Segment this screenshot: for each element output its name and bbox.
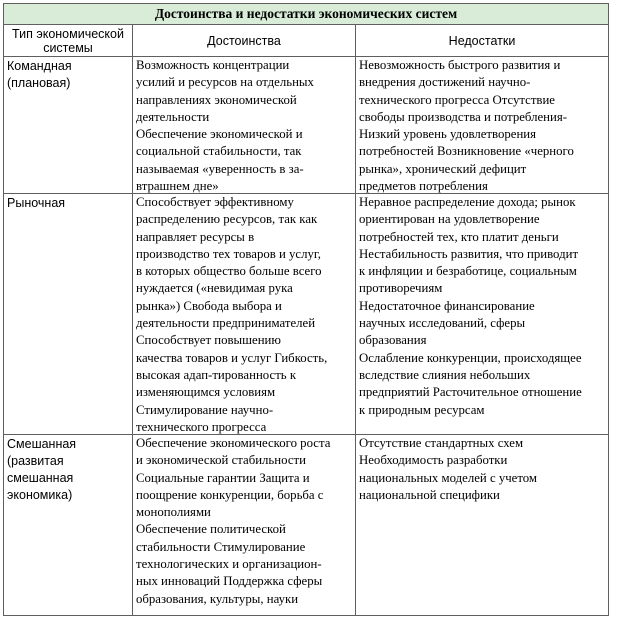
cell-line: технического прогресса Отсутствие [359, 92, 555, 107]
row-command-type [4, 58, 132, 92]
cell-line: монополиями [136, 505, 211, 520]
header-type [4, 25, 132, 57]
cell-line: Стимулирование научно- [136, 402, 274, 417]
row-command-advantages [134, 57, 355, 195]
cell-line: рынка», хронический дефицит [359, 161, 527, 176]
cell-line: внедрения достижений научно- [359, 75, 531, 90]
cell-line: к инфляции и безработице, социальным [359, 264, 577, 279]
cell-line: ных инноваций Поддержка сферы [136, 574, 323, 589]
row-mixed-type [4, 436, 132, 504]
row-command-disadvantages [357, 57, 609, 195]
cell-line: потребностей тех, кто платит деньги [359, 229, 559, 244]
cell-line: нуждается («невидимая рука [136, 281, 293, 296]
cell-line: Социальные гарантии Защита и [136, 470, 310, 485]
column-divider [132, 25, 133, 615]
cell-line: (плановая) [7, 76, 71, 90]
cell-line: Способствует повышению [136, 333, 281, 348]
cell-line: высокая адап-тированность к [136, 367, 297, 382]
header-type-line: системы [43, 41, 93, 55]
cell-line: Обеспечение экономической и [136, 127, 303, 142]
cell-line: ориентирован на удовлетворение [359, 212, 540, 227]
cell-line: смешанная [7, 471, 74, 485]
cell-line: направляет ресурсы в [136, 229, 255, 244]
cell-line: в которых общество больше всего [136, 264, 322, 279]
cell-line: Командная [7, 59, 72, 73]
cell-line: деятельности [136, 109, 210, 124]
cell-line: Недостаточное финансирование [359, 298, 535, 313]
cell-line: усилий и ресурсов на отдельных [136, 75, 314, 90]
cell-line: вследствие слияния небольших [359, 367, 531, 382]
cell-line: Ослабление конкуренции, происходящее [359, 350, 582, 365]
cell-line: потребностей Возникновение «черного [359, 144, 574, 159]
cell-line: национальных моделей с учетом [359, 470, 538, 485]
header-advantages: Достоинства [207, 34, 281, 48]
cell-line: качества товаров и услуг Гибкость, [136, 350, 328, 365]
economic-systems-table [3, 3, 609, 616]
cell-line: Низкий уровень удовлетворения [359, 127, 537, 142]
cell-line: противоречиям [359, 281, 443, 296]
cell-line: Неравное распределение дохода; рынок [359, 195, 576, 209]
cell-line: свободы производства и потребления- [359, 109, 568, 124]
cell-line: Нестабильность развития, что приводит [359, 246, 579, 261]
column-divider [355, 25, 356, 615]
cell-line: называемая «уверенность в за- [136, 161, 304, 176]
cell-line: производство тех товаров и услуг, [136, 246, 321, 261]
header-disadvantages: Недостатки [448, 34, 516, 48]
cell-line: предметов потребления [359, 179, 488, 194]
cell-line: предприятий Расточительное отношение [359, 385, 582, 400]
row-market-disadvantages [357, 194, 609, 419]
cell-line: технического прогресса [136, 419, 267, 434]
cell-line: Обеспечение экономического роста [136, 436, 331, 450]
cell-line: социальной стабильности, так [136, 144, 302, 159]
cell-line: изменяющимся условиям [136, 385, 276, 400]
row-mixed-advantages [134, 435, 355, 608]
cell-line: рынка») Свобода выбора и [136, 298, 282, 313]
cell-line: деятельности предпринимателей [136, 316, 316, 331]
cell-line: втрашнем дне» [136, 179, 219, 194]
header-type-line: Тип экономической [12, 27, 124, 41]
cell-line: (развитая [7, 454, 64, 468]
row-market-advantages [134, 194, 355, 436]
table-title: Достоинства и недостатки экономических систем [4, 4, 608, 25]
cell-line: научных исследований, сферы [359, 316, 526, 331]
cell-line: образования [359, 333, 427, 348]
cell-line: Невозможность быстрого развития и [359, 58, 561, 72]
row-mixed-disadvantages [357, 435, 609, 504]
cell-line: Смешанная [7, 437, 77, 451]
cell-line: Способствует эффективному [136, 195, 294, 209]
cell-line: экономика) [7, 488, 73, 502]
row-market-type [4, 195, 132, 212]
cell-line: образования, культуры, науки [136, 591, 299, 606]
cell-line: к природным ресурсам [359, 402, 485, 417]
cell-line: Возможность концентрации [136, 58, 290, 72]
cell-line: Отсутствие стандартных схем [359, 436, 524, 450]
cell-line: поощрение конкуренции, борьба с [136, 487, 324, 502]
cell-line: распределению ресурсов, так как [136, 212, 318, 227]
cell-line: национальной специфики [359, 487, 500, 502]
cell-line: стабильности Стимулирование [136, 539, 306, 554]
cell-line: Обеспечение политической [136, 522, 286, 537]
cell-line: Рыночная [7, 196, 66, 210]
cell-line: технологических и организацион- [136, 557, 322, 572]
cell-line: направлениях экономической [136, 92, 297, 107]
cell-line: Необходимость разработки [359, 453, 508, 468]
cell-line: и экономической стабильности [136, 453, 306, 468]
